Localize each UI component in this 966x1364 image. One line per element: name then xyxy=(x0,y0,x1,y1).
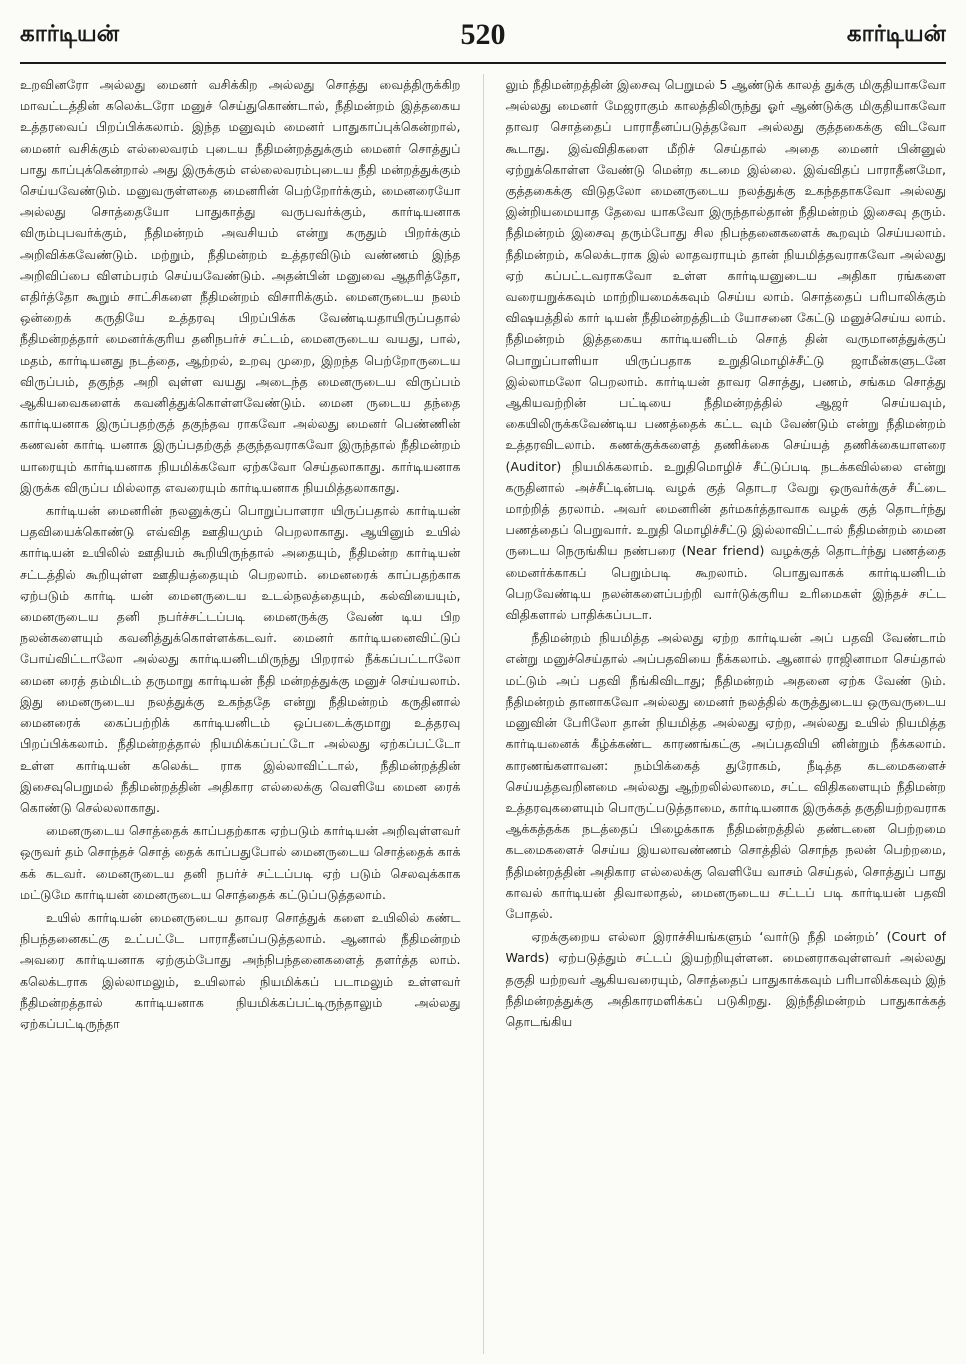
page-header xyxy=(20,8,946,64)
left-column xyxy=(20,74,461,1354)
text-columns xyxy=(20,74,946,1354)
paragraph: உயில் கார்டியன் மைனருடைய தாவர சொத்துக் களை உயிலில் கண்ட நிபந்தனைகட்கு உட்பட்டே பாராதீனப்படுத்தலாம். ஆனால் நீதிமன்றம் அவரை கார்டியனாக ஏற்கும்போது அந்நிபந்தனைகளைத் தளர்த்த லாம். கலெக்டராக இல்லாமலும், உயிலால் நியமிக்கப் படாமலும் உள்ளவர் நீதிமன்றத்தால் கார்டியனாக நியமிக்கப்பட்டிருந்தாலும் அல்லது ஏற்கப்பட்டிருந்தா xyxy=(20,909,461,1031)
paragraph: உறவினரோ அல்லது மைனர் வசிக்கிற அல்லது சொத்து வைத்திருக்கிற மாவட்டத்தின் கலெக்டரோ மனுச் செய்துகொண்டால், நீதிமன்றம் இத்தகைய உத்தரவைப் பிறப்பிக்கலாம். இந்த மனுவும் மைனர் பாதுகாப்புக்கென்றால், மைனர் வசிக்கும் எல்லைவரம் புடைய நீதிமன்றத்துக்கும் மைனர் சொத்துப் பாது காப்புக்கென்றால் அது இருக்கும் எல்லைவரம்புடைய நீதி மன்றத்துக்கும் செய்யவேண்டும். மனுவருள்ளதை மைனரின் பெற்றோர்க்கும், மைனரையோ அல்லது சொத்தையோ பாதுகாத்து வருபவர்க்கும், கார்டியனாக விரும்புபவர்க்கும், நீதிமன்றம் அவசியம் என்று கருதும் பிறர்க்கும் அறிவிக்கவேண்டும். மற்றும், நீதிமன்றம் உத்தரவிடும் வண்ணம் இந்த அறிவிப்பை விளம்பரம் செய்யவேண்டும். அதன்பின் மனுவை ஆதரித்தோ, எதிர்த்தோ கூறும் சாட்சிகளை நீதிமன்றம் விசாரிக்கும். மைனருடைய நலம் ஒன்றைக் கருதியே உத்தரவு பிறப்பிக்க வேண்டியதாயிருப்பதால் நீதிமன்றத்தார் மைனர்க்குரிய தனிநபர்ச் சட்டம், மைனருடைய வயது, பால், மதம், கார்டியனது நடத்தை, ஆற்றல், உறவு முறை, இறந்த பெற்றோருடைய விருப்பம், தகுந்த அறி வுள்ள வயது அடைந்த மைனருடைய விருப்பம் ஆகியவைகளைக் கவனித்துக்கொள்ளவேண்டும். மைன ருடைய தந்தை கார்டியனாக இருப்பதற்குத் தகுந்தவ ராகவோ அல்லது மைனர் பெண்ணின் கணவன் கார்டி யனாக இருப்பதற்குத் தகுந்தவராகவோ இருந்தால் நீதிமன்றம் யாரையும் கார்டியனாக நியமிக்கவோ ஏற்கவோ செய்தலாகாது. கார்டியனாக இருக்க விருப்ப மில்லாத எவரையும் கார்டியனாக நியமித்தலாகாது. xyxy=(20,77,461,495)
paragraph: நீதிமன்றம் நியமித்த அல்லது ஏற்ற கார்டியன் அப் பதவி வேண்டாம் என்று மனுச்செய்தால் அப்பதவியை நீக்கலாம். ஆனால் ராஜினாமா செய்தால் மட்டும் அப் பதவி நீங்கிவிடாது; நீதிமன்றம் அதனை ஏற்க வேண் டும். நீதிமன்றம் தானாகவோ அல்லது மைனர் நலத்தில் கருத்துடைய ஒருவருடைய மனுவின் பேரிலோ தான் நியமித்த அல்லது ஏற்ற, அல்லது உயில் நியமித்த கார்டியனைக் கீழ்க்கண்ட காரணங்கட்கு அப்பதவியி னின்றும் நீக்கலாம். காரணங்களாவன: நம்பிக்கைத் துரோகம், நீடித்த கடமைகளைச் செய்யத்தவறினமை அல்லது ஆற்றலில்லாமை, சட்ட விதிகளையும் நீதிமன்ற உத்தரவுகளையும் பொருட்படுத்தாமை, கார்டியனாக இருக்கத் தகுதியற்றவராக ஆக்கத்தக்க நடத்தைப் பிழைக்காக நீதிமன்றத்தில் தண்டனை பெற்றமை கடமைகளைச் செய்ய இயலாவண்ணம் சொத்தில் சொந்த நலன் பெற்றமை, நீதிமன்றத்தின் அதிகார எல்லைக்கு வெளியே வாசம் செய்தல், சொத்துப் பாது காவல் கார்டியன் திவாலாதல், மைனருடைய சட்டப் படி கார்டியன் பதவி போதல். xyxy=(505,630,946,921)
page-number: 520 xyxy=(460,18,506,51)
paragraph: ஏறக்குறைய எல்லா இராச்சியங்களும் ‘வார்டு நீதி மன்றம்’ (Court of Wards) ஏற்படுத்தும் சட்டப் இயற்றியுள்ளன. மைனராகவுள்ளவர் அல்லது தகுதி யற்றவர் ஆகியவரையும், சொத்தைப் பாதுகாக்கவும் பரிபாலிக்கவும் இந் நீதிமன்றத்துக்கு அதிகாரமளிக்கப் படுகிறது. இந்நீதிமன்றம் பாதுகாக்கத் தொடங்கிய xyxy=(505,929,946,1029)
running-head-right: கார்டியன் xyxy=(846,20,946,47)
column-divider xyxy=(483,74,484,1354)
paragraph: மைனருடைய சொத்தைக் காப்பதற்காக ஏற்படும் கார்டியன் அறிவுள்ளவர் ஒருவர் தம் சொந்தச் சொத் தைக் காப்பதுபோல் மைனருடைய சொத்தைக் காக் கக் கடவர். மைனருடைய தனி நபர்ச் சட்டப்படி ஏற் படும் செலவுக்காக மட்டுமே கார்டியன் மைனருடைய சொத்தைக் கட்டுப்படுத்தலாம். xyxy=(20,823,461,902)
paragraph: கார்டியன் மைனரின் நலனுக்குப் பொறுப்பாளரா யிருப்பதால் கார்டியன் பதவியைக்கொண்டு எவ்வித ஊதியமும் பெறலாகாது. ஆயினும் உயில் கார்டியன் உயிலில் ஊதியம் கூறியிருந்தால் அதையும், நீதிமன்ற கார்டியன் சட்டத்தில் கூறியுள்ள ஊதியத்தையும் பெறலாம். மைனரைக் காப்பதற்காக ஏற்படும் கார்டி யன் மைனருடைய உடல்நலத்தையும், கல்வியையும், மைனருடைய தனி நபர்ச்சட்டப்படி மைனருக்கு வேண் டிய பிற நலன்களையும் கவனித்துக்கொள்ளக்கடவர். மைனர் கார்டியனைவிட்டுப் போய்விட்டாலோ அல்லது கார்டியனிடமிருந்து பிறரால் நீக்கப்பட்டாலோ மைன ரைத் தம்மிடம் தருமாறு கார்டியன் நீதி மன்றத்துக்கு மனுச் செய்யலாம். இது மைனருடைய நலத்துக்கு உகந்ததே என்று நீதிமன்றம் கருதினால் மைனரைக் கைப்பற்றிக் கார்டியனிடம் ஒப்படைக்குமாறு உத்தரவு பிறப்பிக்கலாம். நீதிமன்றத்தால் நியமிக்கப்பட்டோ அல்லது ஏற்கப்பட்டோ உள்ள கார்டியன் கலெக்ட ராக இல்லாவிட்டால், நீதிமன்றத்தின் இசைவுபெறுமல் நீதிமன்றத்தின் அதிகார எல்லைக்கு வெளியே மைன ரைக் கொண்டு செல்லலாகாது. xyxy=(20,503,461,815)
page xyxy=(20,8,946,1354)
right-column xyxy=(506,74,947,1354)
running-head-left: கார்டியன் xyxy=(20,20,120,47)
paragraph: லும் நீதிமன்றத்தின் இசைவு பெறுமல் 5 ஆண்டுக் காலத் துக்கு மிகுதியாகவோ அல்லது மைனர் மேஜராகும் காலத்திலிருந்து ஓர் ஆண்டுக்கு மிகுதியாகவோ தாவர சொத்தைப் பாராதீனப்படுத்தவோ அல்லது குத்தகைக்கு விடவோ கூடாது. இவ்விதிகளை மீறிச் செய்தால் அதை மைனர் பின்னுல் ஏற்றுக்கொள்ள வேண்டு மென்ற கடமை இல்லை. இவ்விதப் பாராதீனமோ, குத்தகைக்கு விடுதலோ மைனருடைய நலத்துக்கு உகந்ததாகவோ அல்லது இன்றியமையாத தேவை யாகவோ இருந்தால்தான் நீதிமன்றம் இசைவு தரும். நீதிமன்றம் இசைவு தரும்போது சில நிபந்தனைகளைக் கூறவும் செய்யலாம். நீதிமன்றம், கலெக்டராக இல் லாதவராயும் தான் நியமித்தவராகவோ அல்லது ஏற் கப்பட்டவராகவோ உள்ள கார்டியனுடைய அதிகா ரங்களை வரையறுக்கவும் மாற்றியமைக்கவும் செய்ய லாம். சொத்தைப் பரிபாலிக்கும் விஷயத்தில் கார் டியன் நீதிமன்றத்திடம் யோசனை கேட்டு மனுச்செய்ய லாம். நீதிமன்றம் இத்தகைய கார்டியனிடம் சொத் தின் வருமானத்துக்குப் பொறுப்பாளியா யிருப்பதாக உறுதிமொழிச்சீட்டு ஜாமீன்களுடனே இல்லாமலோ பெறலாம். கார்டியன் தாவர சொத்து, பணம், சங்கம சொத்து ஆகியவற்றின் பட்டியை நீதிமன்றத்தில் ஆஜர் செய்யவும், கையிலிருக்கவேண்டிய பணத்தைக் கட்ட வும் வேண்டும் என்று நீதிமன்றம் உத்தரவிடலாம். கணக்குக்களைத் தணிக்கை செய்யத் தணிக்கையாளரை (Auditor) நியமிக்கலாம். உறுதிமொழிச் சீட்டுப்படி நடக்கவில்லை என்று கருதினால் அச்சீட்டின்படி வழக் குத் தொடர வேறு ஒருவர்க்குச் சீட்டை மாற்றித் தரலாம். அவர் மைனரின் தர்மகர்த்தாவாக வழக் குத் தொடர்ந்து பணத்தைப் பெறுவார். உறுதி மொழிச்சீட்டு இல்லாவிட்டால் நீதிமன்றம் மைன ருடைய நெருங்கிய நண்பரை (Near friend) வழக்குத் தொடர்ந்து பணத்தை மைனர்க்காகப் பெறும்படி கூறலாம். பொதுவாகக் கார்டியனிடம் பெறவேண்டிய நலன்களைப்பற்றி வார்டுக்குரிய உரிமைகள் இந்தச் சட்ட விதிகளால் பாதிக்கப்படா. xyxy=(505,77,946,623)
